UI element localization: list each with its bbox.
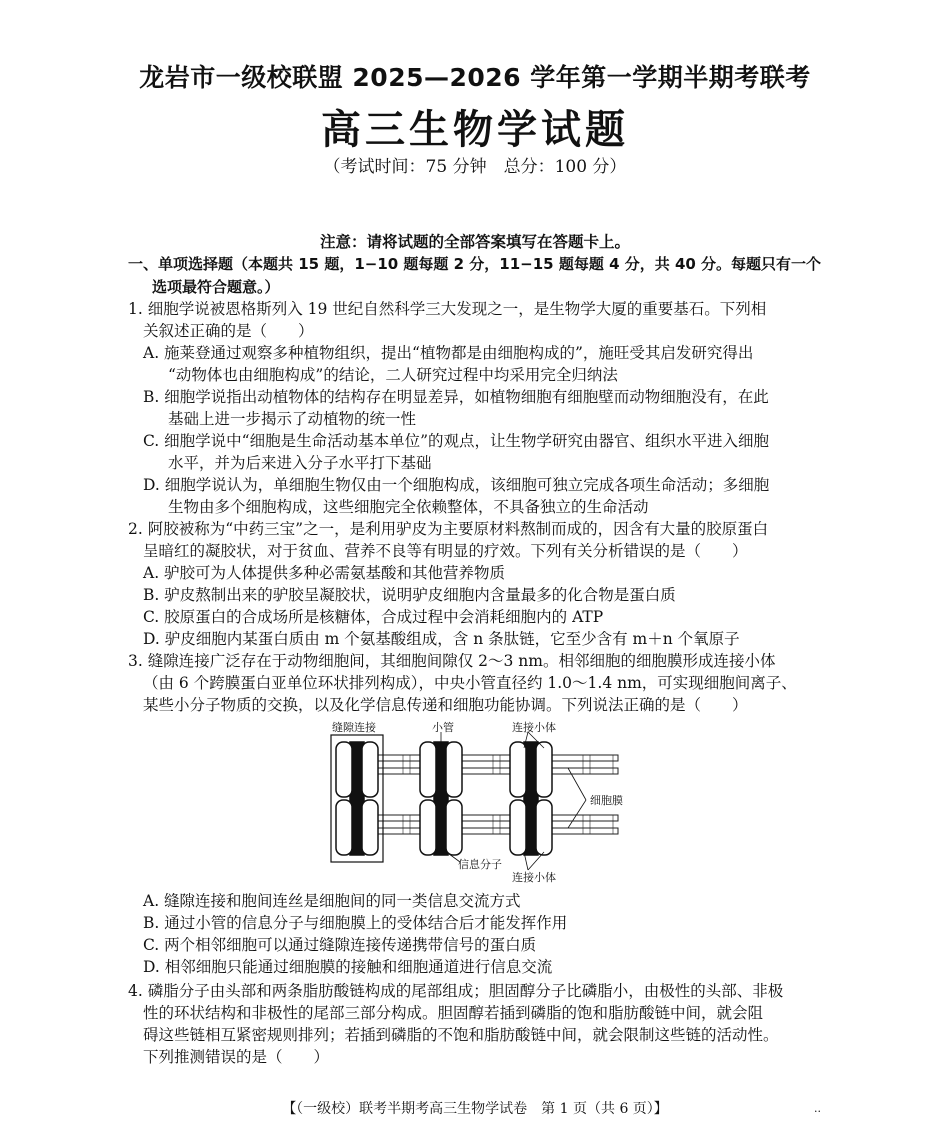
question-4-stem: 性的环状结构和非极性的尾部三部分构成。胆固醇若插到磷脂的饱和脂肪酸链中间，就会阻 xyxy=(143,1004,764,1022)
upper-membrane xyxy=(338,755,618,774)
question-2-stem: 2. 阿胶被称为“中药三宝”之一，是利用驴皮为主要原材料熬制而成的，因含有大量的胶原蛋白 xyxy=(128,520,769,538)
question-1-option-d: D. 细胞学说认为，单细胞生物仅由一个细胞构成，该细胞可独立完成各项生命活动；多细胞 xyxy=(143,476,770,494)
page-footer: 【（一级校）联考半期考高三生物学试卷 第 1 页（共 6 页）】 xyxy=(282,1101,668,1117)
section-heading xyxy=(128,253,848,299)
exam-info: （考试时间：75 分钟 总分：100 分） xyxy=(323,157,627,177)
question-3-option-b: B. 通过小管的信息分子与细胞膜上的受体结合后才能发挥作用 xyxy=(143,914,568,932)
connexon xyxy=(420,742,462,855)
question-2-option-a: A. 驴胶可为人体提供多种必需氨基酸和其他营养物质 xyxy=(143,564,506,582)
question-2-option-b: B. 驴皮熬制出来的驴胶呈凝胶状，说明驴皮细胞内含量最多的化合物是蛋白质 xyxy=(143,586,676,604)
question-3-option-a: A. 缝隙连接和胞间连丝是细胞间的同一类信息交流方式 xyxy=(143,892,521,910)
question-3-stem: 3. 缝隙连接广泛存在于动物细胞间，其细胞间隙仅 2～3 nm。相邻细胞的细胞膜形成连接小体 xyxy=(128,652,776,670)
footer-mark: .. xyxy=(814,1102,821,1115)
question-1-stem: 关叙述正确的是（ ） xyxy=(143,322,314,340)
label-connexon-top: 连接小体 xyxy=(512,721,556,734)
question-3-option-c: C. 两个相邻细胞可以通过缝隙连接传递携带信号的蛋白质 xyxy=(143,936,537,954)
question-1-option-d: 生物由多个细胞构成，这些细胞完全依赖整体，不具备独立的生命活动 xyxy=(168,498,649,516)
question-1-option-a: “动物体也由细胞构成”的结论，二人研究过程中均采用完全归纳法 xyxy=(168,366,618,384)
question-3-option-d: D. 相邻细胞只能通过细胞膜的接触和细胞通道进行信息交流 xyxy=(143,958,553,976)
question-2-option-d: D. 驴皮细胞内某蛋白质由 m 个氨基酸组成，含 n 条肽链，它至少含有 m＋n 个氧原子 xyxy=(143,630,740,648)
question-1-stem: 1. 细胞学说被恩格斯列入 19 世纪自然科学三大发现之一，是生物学大厦的重要基石。下列相 xyxy=(128,300,767,318)
label-signal-molecule: 信息分子 xyxy=(458,858,502,871)
exam-header-line: 龙岩市一级校联盟 2025—2026 学年第一学期半期考联考 xyxy=(139,63,811,92)
notice: 注意：请将试题的全部答案填写在答题卡上。 xyxy=(319,233,630,251)
label-connexon-bottom: 连接小体 xyxy=(512,871,556,884)
connexon xyxy=(336,742,378,855)
question-2-option-c: C. 胶原蛋白的合成场所是核糖体，合成过程中会消耗细胞内的 ATP xyxy=(143,608,604,626)
question-3-stem: 某些小分子物质的交换，以及化学信息传递和细胞功能协调。下列说法正确的是（ ） xyxy=(143,696,748,714)
question-1-option-b: 基础上进一步揭示了动植物的统一性 xyxy=(168,410,417,428)
lower-membrane xyxy=(338,815,618,834)
gap-junction-figure xyxy=(328,720,628,885)
question-1-option-b: B. 细胞学说指出动植物体的结构存在明显差异，如植物细胞有细胞壁而动物细胞没有，在此 xyxy=(143,388,769,406)
question-4-stem: 4. 磷脂分子由头部和两条脂肪酸链构成的尾部组成；胆固醇分子比磷脂小，由极性的头部、非极 xyxy=(128,982,784,1000)
question-1-option-c: C. 细胞学说中“细胞是生命活动基本单位”的观点，让生物学研究由器官、组织水平进入细胞 xyxy=(143,432,770,450)
question-2-stem: 呈暗红的凝胶状，对于贫血、营养不良等有明显的疗效。下列有关分析错误的是（ ） xyxy=(143,542,748,560)
label-cell-membrane: 细胞膜 xyxy=(590,794,623,807)
section-heading-line2: 选项最符合题意。） xyxy=(152,278,280,296)
question-3-stem: （由 6 个跨膜蛋白亚单位环状排列构成），中央小管直径约 1.0～1.4 nm，可实现细胞间离子、 xyxy=(143,674,797,692)
question-1-option-a: A. 施莱登通过观察多种植物组织，提出“植物都是由细胞构成的”，施旺受其启发研究得出 xyxy=(143,344,754,362)
connexon xyxy=(510,742,552,855)
question-4-stem: 碍这些链相互紧密规则排列；若插到磷脂的不饱和脂肪酸链中间，就会限制这些链的活动性。 xyxy=(143,1026,779,1044)
question-4-stem: 下列推测错误的是（ ） xyxy=(143,1048,330,1066)
label-tube: 小管 xyxy=(432,721,454,734)
exam-title: 高三生物学试题 xyxy=(321,107,629,153)
label-gap-junction: 缝隙连接 xyxy=(332,721,376,734)
section-heading-line1: 一、单项选择题（本题共 15 题，1−10 题每题 2 分，11−15 题每题 4 分，共 40 分。每题只有一个 xyxy=(128,255,822,273)
question-1-option-c: 水平，并为后来进入分子水平打下基础 xyxy=(168,454,432,472)
